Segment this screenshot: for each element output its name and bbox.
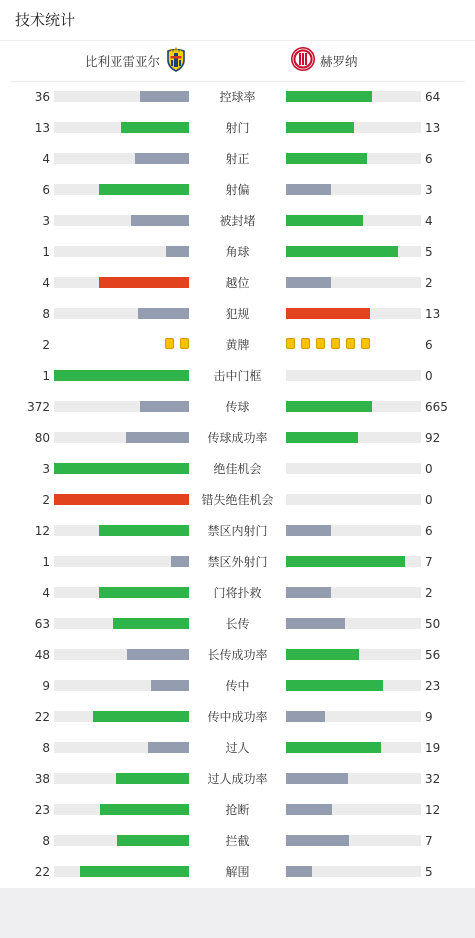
away-stat-bar (286, 773, 421, 784)
teams-header (0, 41, 475, 81)
away-stat-bar-fill (286, 277, 331, 288)
away-stat-bar (286, 277, 421, 288)
away-stat-bar-fill (286, 308, 370, 319)
away-stat-bar-fill (286, 773, 348, 784)
home-stat-value: 4 (42, 586, 50, 600)
away-stat-bar-fill (286, 122, 354, 133)
away-stat-value: 5 (425, 245, 433, 259)
section-title: 技术统计 (15, 11, 76, 29)
away-stat-bar (286, 122, 421, 133)
stat-label: 禁区外射门 (207, 555, 268, 569)
away-stat-bar (286, 308, 421, 319)
stat-label: 长传 (225, 617, 250, 631)
villarreal-crest-icon (165, 46, 187, 76)
yellow-card-icon (361, 338, 370, 349)
away-stat-bar (286, 866, 421, 877)
stat-label: 射偏 (225, 183, 250, 197)
stat-label: 射门 (225, 121, 250, 135)
away-stat-bar-fill (286, 804, 332, 815)
home-stat-value: 63 (34, 617, 50, 631)
home-stat-value: 22 (34, 865, 50, 879)
home-stat-bar (54, 649, 189, 660)
home-stat-value: 23 (34, 803, 50, 817)
away-stat-bar (286, 184, 421, 195)
stat-label: 被封堵 (219, 214, 256, 228)
away-stat-value: 0 (425, 493, 433, 507)
home-stat-bar-fill (54, 494, 189, 505)
away-stat-bar-fill (286, 742, 381, 753)
home-stat-bar (54, 246, 189, 257)
home-stat-bar (54, 463, 189, 474)
stat-label: 过人 (225, 741, 250, 755)
away-stat-bar (286, 494, 421, 505)
away-stat-value: 13 (425, 307, 441, 321)
home-stat-bar-fill (127, 649, 189, 660)
home-stat-bar-fill (99, 277, 189, 288)
yellow-card-icon (286, 338, 295, 349)
home-stat-value: 8 (42, 307, 50, 321)
home-stat-bar-fill (140, 401, 189, 412)
stat-label: 越位 (225, 276, 250, 290)
stat-row (0, 764, 475, 795)
away-stat-bar (286, 556, 421, 567)
away-stat-bar-fill (286, 587, 331, 598)
away-stat-bar (286, 649, 421, 660)
stat-row (0, 206, 475, 237)
stat-label: 错失绝佳机会 (201, 493, 274, 507)
home-stat-bar-fill (126, 432, 189, 443)
home-stat-bar (54, 122, 189, 133)
stat-row (0, 237, 475, 268)
home-stat-value: 9 (42, 679, 50, 693)
home-stat-bar-fill (140, 91, 189, 102)
home-stat-value: 36 (34, 90, 50, 104)
home-stat-value: 2 (42, 493, 50, 507)
home-stat-bar-fill (54, 463, 189, 474)
home-stat-bar-fill (148, 742, 189, 753)
stat-label: 绝佳机会 (213, 462, 262, 476)
home-stat-value: 80 (34, 431, 50, 445)
away-stat-bar (286, 587, 421, 598)
home-stat-bar-fill (54, 370, 189, 381)
away-stat-value: 665 (425, 400, 448, 414)
stat-label: 传中成功率 (207, 710, 268, 724)
away-stat-value: 50 (425, 617, 441, 631)
home-stat-value: 22 (34, 710, 50, 724)
away-stat-bar-fill (286, 556, 405, 567)
away-stat-value: 6 (425, 338, 433, 352)
stat-label: 黄牌 (225, 338, 250, 352)
stat-label: 传球成功率 (207, 431, 268, 445)
home-stat-value: 13 (34, 121, 50, 135)
yellow-card-icon (331, 338, 340, 349)
stat-row (0, 671, 475, 702)
away-stat-bar (286, 835, 421, 846)
stat-label: 角球 (225, 245, 250, 259)
home-stat-bar-fill (166, 246, 189, 257)
stat-label: 击中门框 (213, 369, 262, 383)
home-stat-value: 3 (42, 214, 50, 228)
away-stat-value: 12 (425, 803, 441, 817)
away-stat-value: 3 (425, 183, 433, 197)
stat-row (0, 144, 475, 175)
home-stat-bar (54, 153, 189, 164)
stat-label: 拦截 (225, 834, 250, 848)
away-stat-bar (286, 618, 421, 629)
stat-row (0, 702, 475, 733)
away-stat-value: 6 (425, 524, 433, 538)
stat-row (0, 113, 475, 144)
stat-row (0, 857, 475, 888)
home-stat-bar (54, 401, 189, 412)
home-stat-bar (54, 804, 189, 815)
away-stat-bar-fill (286, 618, 345, 629)
away-stat-bar (286, 91, 421, 102)
away-stat-value: 4 (425, 214, 433, 228)
home-stat-value: 1 (42, 245, 50, 259)
home-stat-bar-fill (99, 587, 189, 598)
away-stat-bar-fill (286, 711, 325, 722)
yellow-card-icon (165, 338, 174, 349)
home-stat-bar (54, 432, 189, 443)
home-stat-bar (54, 556, 189, 567)
stat-row (0, 547, 475, 578)
home-stat-bar-fill (117, 835, 189, 846)
stat-row (0, 516, 475, 547)
home-stat-bar (54, 370, 189, 381)
away-stat-bar-fill (286, 866, 312, 877)
home-yellow-cards (159, 338, 189, 351)
home-stat-value: 48 (34, 648, 50, 662)
away-stat-bar-fill (286, 835, 349, 846)
home-stat-bar (54, 308, 189, 319)
home-stat-bar-fill (100, 804, 189, 815)
away-stat-value: 2 (425, 586, 433, 600)
away-stat-value: 7 (425, 555, 433, 569)
away-stat-value: 2 (425, 276, 433, 290)
stat-label: 抢断 (225, 803, 250, 817)
home-stat-bar-fill (80, 866, 189, 877)
home-stat-bar-fill (135, 153, 189, 164)
stat-row (0, 640, 475, 671)
away-stat-bar-fill (286, 525, 331, 536)
home-stat-value: 12 (34, 524, 50, 538)
away-stat-bar-fill (286, 153, 367, 164)
stat-label: 过人成功率 (207, 772, 268, 786)
home-stat-value: 2 (42, 338, 50, 352)
home-stat-bar (54, 680, 189, 691)
home-team-name: 比利亚雷亚尔 (84, 54, 160, 69)
home-stat-bar (54, 587, 189, 598)
home-stat-value: 4 (42, 152, 50, 166)
stat-row (0, 392, 475, 423)
stat-label: 解围 (225, 865, 250, 879)
stat-row (0, 299, 475, 330)
away-stat-bar-fill (286, 649, 359, 660)
away-stat-bar (286, 463, 421, 474)
stat-row (0, 733, 475, 764)
home-stat-bar-fill (93, 711, 189, 722)
away-stat-bar (286, 742, 421, 753)
away-stat-bar (286, 711, 421, 722)
stat-row (0, 795, 475, 826)
stat-row (0, 485, 475, 516)
home-stat-bar-fill (99, 525, 189, 536)
home-stat-bar-fill (113, 618, 189, 629)
stat-label: 禁区内射门 (207, 524, 268, 538)
away-team[interactable] (290, 49, 358, 73)
home-stat-bar (54, 618, 189, 629)
stat-label: 传中 (225, 679, 250, 693)
home-stat-bar (54, 91, 189, 102)
stats-list (0, 82, 475, 888)
home-stat-bar (54, 184, 189, 195)
away-stat-value: 23 (425, 679, 441, 693)
stat-label: 射正 (225, 152, 250, 166)
away-stat-value: 7 (425, 834, 433, 848)
home-stat-bar (54, 866, 189, 877)
away-stat-bar-fill (286, 680, 383, 691)
home-team[interactable] (85, 49, 187, 73)
stat-row (0, 578, 475, 609)
home-stat-bar (54, 215, 189, 226)
home-stat-value: 3 (42, 462, 50, 476)
home-stat-bar (54, 773, 189, 784)
stat-label: 长传成功率 (207, 648, 268, 662)
home-stat-value: 8 (42, 741, 50, 755)
stat-row (0, 361, 475, 392)
home-stat-value: 1 (42, 369, 50, 383)
away-stat-value: 13 (425, 121, 441, 135)
yellow-card-icon (180, 338, 189, 349)
home-stat-bar (54, 742, 189, 753)
stat-row (0, 423, 475, 454)
away-yellow-cards (286, 338, 376, 351)
stat-label: 犯规 (225, 307, 250, 321)
home-stat-bar (54, 711, 189, 722)
away-stat-value: 19 (425, 741, 441, 755)
stat-row (0, 268, 475, 299)
away-stat-value: 6 (425, 152, 433, 166)
stat-label: 门将扑救 (213, 586, 262, 600)
away-stat-bar-fill (286, 184, 331, 195)
away-stat-value: 92 (425, 431, 441, 445)
away-stat-bar-fill (286, 246, 398, 257)
away-stat-bar (286, 153, 421, 164)
away-stat-bar-fill (286, 215, 363, 226)
away-stat-value: 5 (425, 865, 433, 879)
away-stat-bar (286, 525, 421, 536)
home-stat-bar-fill (116, 773, 189, 784)
away-stat-value: 9 (425, 710, 433, 724)
away-stat-bar (286, 370, 421, 381)
away-stat-bar (286, 246, 421, 257)
away-stat-bar (286, 432, 421, 443)
away-stat-bar (286, 401, 421, 412)
yellow-card-icon (316, 338, 325, 349)
stat-row (0, 82, 475, 113)
away-stat-value: 64 (425, 90, 441, 104)
away-stat-bar (286, 680, 421, 691)
home-stat-bar-fill (171, 556, 189, 567)
home-stat-bar-fill (99, 184, 189, 195)
home-stat-bar-fill (131, 215, 189, 226)
yellow-card-icon (346, 338, 355, 349)
away-stat-bar (286, 215, 421, 226)
girona-crest-icon (290, 46, 316, 76)
stat-row (0, 609, 475, 640)
stat-label: 传球 (225, 400, 250, 414)
stat-row (0, 826, 475, 857)
home-stat-value: 38 (34, 772, 50, 786)
away-stat-bar-fill (286, 401, 372, 412)
stat-row (0, 175, 475, 206)
home-stat-bar-fill (151, 680, 189, 691)
away-stat-value: 0 (425, 462, 433, 476)
home-stat-bar (54, 835, 189, 846)
home-stat-bar-fill (121, 122, 189, 133)
home-stat-value: 372 (27, 400, 50, 414)
away-stat-bar-fill (286, 432, 358, 443)
away-stat-value: 0 (425, 369, 433, 383)
home-stat-bar-fill (138, 308, 189, 319)
home-stat-value: 1 (42, 555, 50, 569)
away-team-name: 赫罗纳 (320, 54, 358, 69)
away-stat-bar (286, 804, 421, 815)
stat-row (0, 330, 475, 361)
stat-row (0, 454, 475, 485)
yellow-card-icon (301, 338, 310, 349)
home-stat-value: 6 (42, 183, 50, 197)
stat-label: 控球率 (219, 90, 256, 104)
home-stat-value: 4 (42, 276, 50, 290)
home-stat-bar (54, 494, 189, 505)
away-stat-value: 56 (425, 648, 441, 662)
away-stat-bar-fill (286, 91, 372, 102)
home-stat-bar (54, 277, 189, 288)
home-stat-bar (54, 525, 189, 536)
away-stat-value: 32 (425, 772, 441, 786)
home-stat-value: 8 (42, 834, 50, 848)
